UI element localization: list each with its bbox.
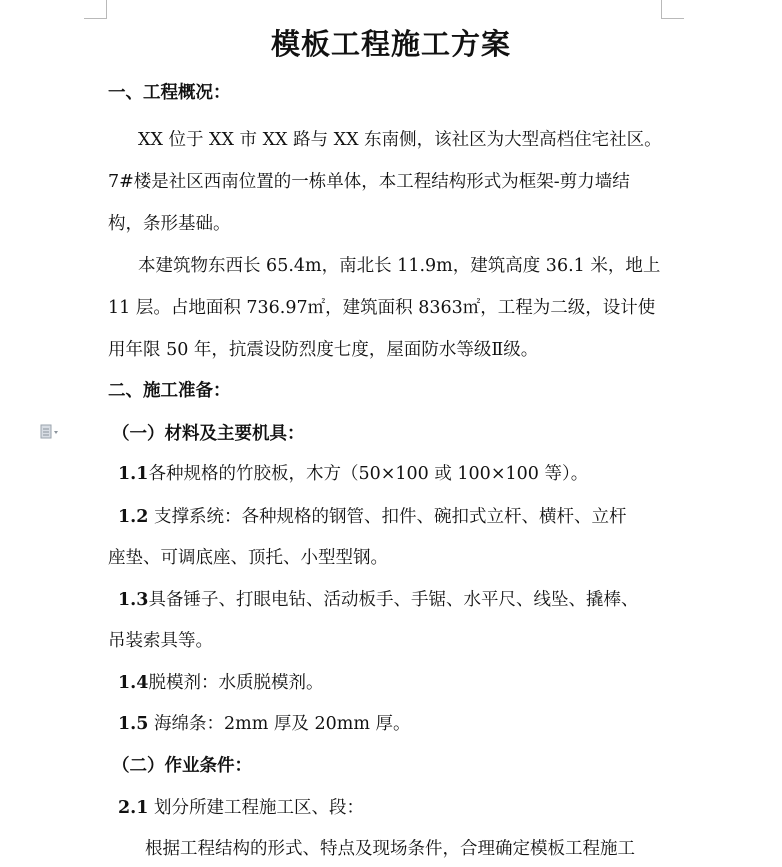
item-number: 1.4 xyxy=(118,673,149,693)
subsection-heading-conditions: （二）作业条件： xyxy=(112,756,252,776)
paragraph-line: 11 层。占地面积 736.97㎡，建筑面积 8363㎡，工程为二级，设计使 xyxy=(108,298,656,318)
list-item xyxy=(118,713,410,735)
item-text: 海绵条：2mm 厚及 20mm 厚。 xyxy=(148,714,411,734)
item-number: 1.5 xyxy=(118,714,149,734)
list-item xyxy=(118,672,323,694)
document-title: 模板工程施工方案 xyxy=(270,27,511,61)
paragraph-line: 本建筑物东西长 65.4m，南北长 11.9m，建筑高度 36.1 米，地上 xyxy=(138,256,661,276)
list-item xyxy=(118,797,364,819)
item-number: 1.3 xyxy=(118,590,149,610)
document-icon[interactable] xyxy=(40,424,60,440)
item-number: 2.1 xyxy=(118,798,149,818)
page-corner-mark-left xyxy=(84,0,107,19)
paragraph-line: XX 位于 XX 市 XX 路与 XX 东南侧，该社区为大型高档住宅社区。 xyxy=(138,130,662,150)
list-item-continuation: 座垫、可调底座、顶托、小型型钢。 xyxy=(108,548,388,568)
item-number: 1.2 xyxy=(118,507,149,527)
section-heading-preparation: 二、施工准备： xyxy=(108,381,231,401)
item-text: 各种规格的竹胶板，木方（50×100 或 100×100 等）。 xyxy=(148,464,589,484)
subsection-heading-materials: （一）材料及主要机具： xyxy=(112,424,305,444)
item-text: 划分所建工程施工区、段： xyxy=(148,798,365,818)
item-number: 1.1 xyxy=(118,464,149,484)
paragraph-line: 用年限 50 年，抗震设防烈度七度，屋面防水等级Ⅱ级。 xyxy=(108,340,539,360)
item-text: 具备锤子、打眼电钻、活动板手、手锯、水平尺、线坠、撬棒、 xyxy=(148,590,639,610)
section-heading-overview: 一、工程概况： xyxy=(108,83,231,103)
paragraph-line: 构，条形基础。 xyxy=(108,214,231,234)
list-item-continuation: 吊装索具等。 xyxy=(108,631,213,651)
item-text: 支撑系统：各种规格的钢管、扣件、碗扣式立杆、横杆、立杆 xyxy=(148,507,627,527)
list-item xyxy=(118,463,588,485)
paragraph-line: 7#楼是社区西南位置的一栋单体，本工程结构形式为框架-剪力墙结 xyxy=(108,172,630,192)
page-corner-mark-right xyxy=(661,0,684,19)
item-text: 脱模剂：水质脱模剂。 xyxy=(148,673,324,693)
list-item xyxy=(118,506,627,528)
paragraph-line: 根据工程结构的形式、特点及现场条件，合理确定模板工程施工 xyxy=(145,839,635,859)
list-item xyxy=(118,589,638,611)
